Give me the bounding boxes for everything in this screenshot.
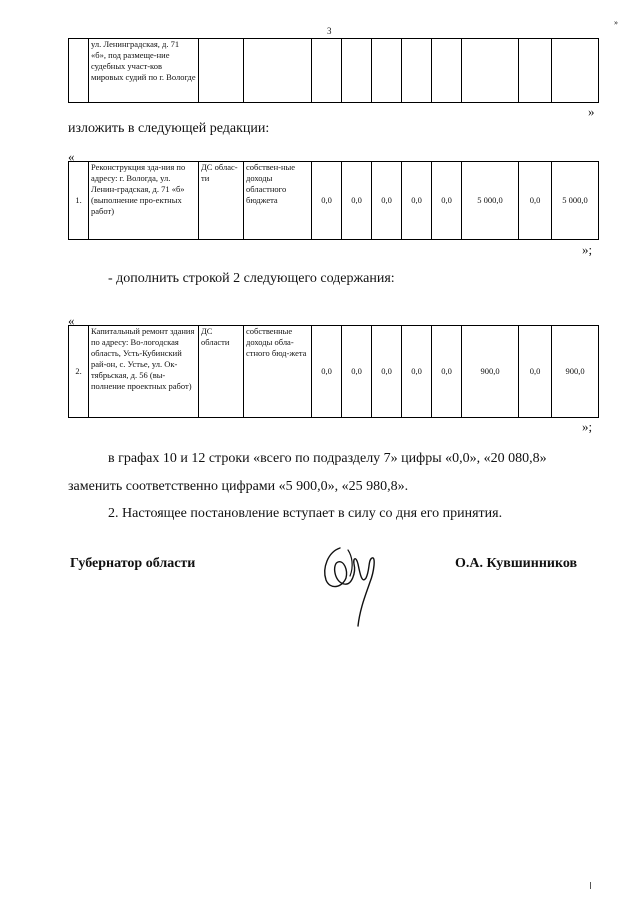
- row1-value: 5 000,0: [552, 162, 599, 240]
- row2-value: 0,0: [372, 326, 402, 418]
- signer-name: О.А. Кувшинников: [455, 556, 578, 571]
- row1-value: 0,0: [372, 162, 402, 240]
- row2-value: 900,0: [462, 326, 519, 418]
- add-line: - дополнить строкой 2 следующего содержания:: [108, 271, 395, 286]
- row2-source: собственные доходы обла-стного бюд-жета: [244, 326, 312, 418]
- row1-value: 0,0: [519, 162, 552, 240]
- row1-number: 1.: [69, 162, 89, 240]
- row2-agency: ДС области: [199, 326, 244, 418]
- quote-close-3: »;: [582, 419, 593, 434]
- page-number: 3: [327, 26, 332, 36]
- row2-desc: Капитальный ремонт здания по адресу: Во-логодская область, Усть-Кубинский рай-он, с. Устье, ул. Ок-тябрьская, д. 56 (вы-полнение проектных работ): [89, 326, 199, 418]
- paragraph-1-line-1: в графах 10 и 12 строки «всего по подразделу 7» цифры «0,0», «20 080,8»: [108, 451, 547, 466]
- corner-mark: »: [614, 18, 618, 27]
- row1-value: 0,0: [402, 162, 432, 240]
- intro-line: изложить в следующей редакции:: [68, 121, 270, 136]
- row1-source: собствен-ные доходы областного бюджета: [244, 162, 312, 240]
- row1-value: 0,0: [342, 162, 372, 240]
- row1-value: 0,0: [432, 162, 462, 240]
- quote-open-2: «: [68, 313, 75, 328]
- quote-close-2: »;: [582, 242, 593, 257]
- top-table-cell-no: [69, 39, 89, 103]
- row1-agency: ДС облас-ти: [199, 162, 244, 240]
- row2-value: 900,0: [552, 326, 599, 418]
- scan-mark: [590, 882, 591, 889]
- row2-table: [68, 325, 599, 418]
- paragraph-2: 2. Настоящее постановление вступает в силу со дня его принятия.: [108, 506, 503, 521]
- row1-value: 0,0: [312, 162, 342, 240]
- row1-value: 5 000,0: [462, 162, 519, 240]
- top-table-desc: ул. Ленинградская, д. 71 «б», под размеще-ние судебных участ-ков мировых судий по г. Вологде: [89, 39, 199, 103]
- row2-value: 0,0: [432, 326, 462, 418]
- row2-number: 2.: [69, 326, 89, 418]
- handwritten-signature: [318, 538, 388, 630]
- top-table-fragment: [68, 38, 599, 103]
- row2-value: 0,0: [519, 326, 552, 418]
- row2-value: 0,0: [402, 326, 432, 418]
- row2-value: 0,0: [312, 326, 342, 418]
- row1-desc: Реконструкция зда-ния по адресу: г. Вологда, ул. Ленин-градская, д. 71 «б» (выполнение про-ектных работ): [89, 162, 199, 240]
- row1-table: [68, 161, 599, 240]
- paragraph-1-line-2: заменить соответственно цифрами «5 900,0», «25 980,8».: [68, 479, 409, 494]
- signer-title: Губернатор области: [70, 556, 196, 571]
- quote-open-1: «: [68, 149, 75, 164]
- quote-close-1: »: [588, 104, 595, 119]
- row2-value: 0,0: [342, 326, 372, 418]
